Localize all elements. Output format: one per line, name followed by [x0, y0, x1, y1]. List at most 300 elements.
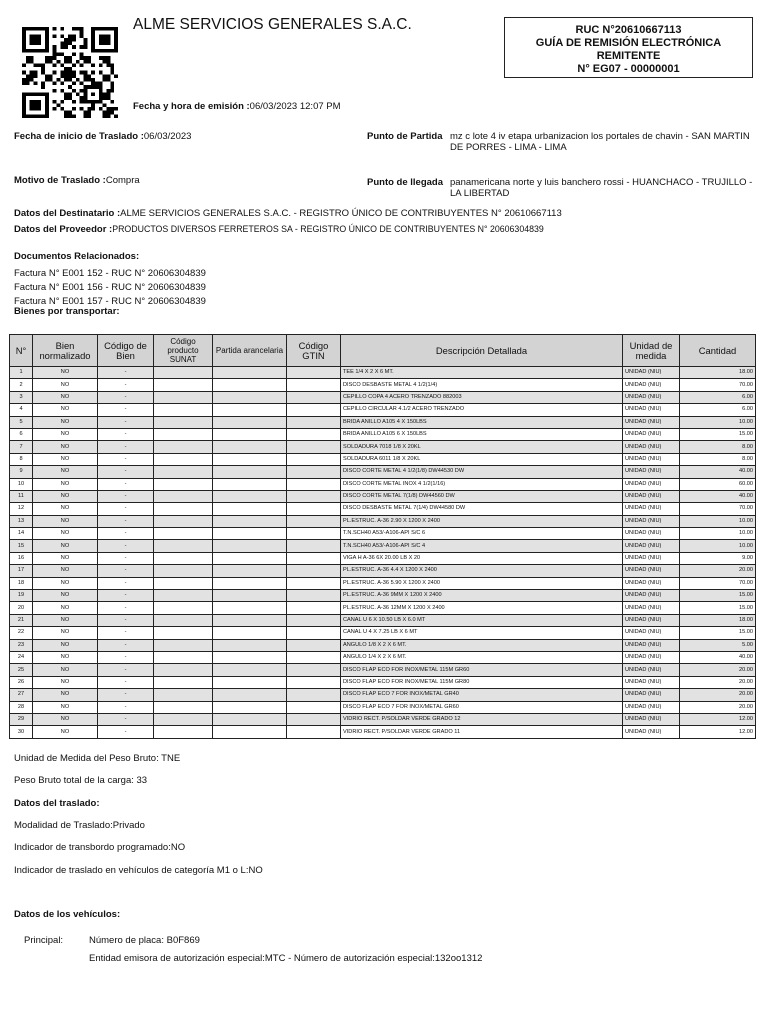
cell-normalizado: NO: [33, 416, 98, 428]
documento-item: Factura N° E001 156 - RUC N° 20606304839: [14, 282, 206, 293]
cell-descripcion: CEPILLO COPA 4 ACERO TRENZADO 882003: [341, 391, 623, 403]
table-row: [10, 590, 756, 602]
cell-codigo-bien: -: [98, 503, 154, 515]
cell-normalizado: NO: [33, 490, 98, 502]
cell-cantidad: 8.00: [680, 453, 756, 465]
cell-partida: [213, 404, 287, 416]
documento-item: Factura N° E001 152 - RUC N° 20606304839: [14, 268, 206, 279]
cell-descripcion: DISCO DESBASTE METAL 4 1/2(1/4): [341, 379, 623, 391]
cell-n: 17: [10, 565, 33, 577]
cell-cantidad: 20.00: [680, 701, 756, 713]
table-row: [10, 416, 756, 428]
cell-descripcion: PL.ESTRUC. A-36 12MM X 1200 X 2400: [341, 602, 623, 614]
ruc-box: [504, 17, 753, 78]
cell-codigo-sunat: [154, 664, 213, 676]
motivo-traslado-value: Compra: [105, 175, 140, 186]
cell-codigo-sunat: [154, 367, 213, 379]
cell-descripcion: PL.ESTRUC. A-36 4.4 X 1200 X 2400: [341, 565, 623, 577]
cell-descripcion: DISCO FLAP ECO 7 FOR INOX/METAL GR40: [341, 689, 623, 701]
cell-n: 10: [10, 478, 33, 490]
cell-unidad: UNIDAD (NIU): [623, 577, 680, 589]
doc-title-line1: GUÍA DE REMISIÓN ELECTRÓNICA: [535, 37, 722, 49]
cell-codigo-bien: -: [98, 590, 154, 602]
bienes-title: Bienes por transportar:: [14, 306, 120, 317]
cell-codigo-sunat: [154, 466, 213, 478]
cell-descripcion: BRIDA ANILLO A105 4 X 150LBS: [341, 416, 623, 428]
cell-codigo-sunat: [154, 416, 213, 428]
cell-gtin: [287, 565, 341, 577]
cell-unidad: UNIDAD (NIU): [623, 602, 680, 614]
cell-partida: [213, 651, 287, 663]
cell-unidad: UNIDAD (NIU): [623, 391, 680, 403]
cell-unidad: UNIDAD (NIU): [623, 552, 680, 564]
cell-descripcion: DISCO FLAP ECO FOR INOX/METAL 115M GR80: [341, 676, 623, 688]
cell-codigo-sunat: [154, 404, 213, 416]
table-row: [10, 676, 756, 688]
cell-n: 13: [10, 515, 33, 527]
cell-n: 15: [10, 540, 33, 552]
table-row: [10, 689, 756, 701]
cell-normalizado: NO: [33, 466, 98, 478]
cell-codigo-sunat: [154, 602, 213, 614]
cell-partida: [213, 391, 287, 403]
cell-partida: [213, 590, 287, 602]
cell-unidad: UNIDAD (NIU): [623, 528, 680, 540]
cell-n: 16: [10, 552, 33, 564]
cell-normalizado: NO: [33, 676, 98, 688]
cell-normalizado: NO: [33, 651, 98, 663]
cell-normalizado: NO: [33, 664, 98, 676]
cell-normalizado: NO: [33, 540, 98, 552]
cell-unidad: UNIDAD (NIU): [623, 614, 680, 626]
cell-cantidad: 6.00: [680, 404, 756, 416]
cell-gtin: [287, 726, 341, 738]
cell-n: 19: [10, 590, 33, 602]
cell-gtin: [287, 466, 341, 478]
doc-title-line2: REMITENTE: [596, 50, 661, 62]
table-row: [10, 391, 756, 403]
cell-gtin: [287, 701, 341, 713]
cell-codigo-sunat: [154, 701, 213, 713]
cell-descripcion: SOLDADURA 6011 1/8 X 20KL: [341, 453, 623, 465]
cell-normalizado: NO: [33, 713, 98, 725]
cell-codigo-bien: -: [98, 689, 154, 701]
cell-partida: [213, 565, 287, 577]
cell-cantidad: 20.00: [680, 676, 756, 688]
cell-unidad: UNIDAD (NIU): [623, 416, 680, 428]
cell-codigo-bien: -: [98, 664, 154, 676]
cell-codigo-bien: -: [98, 565, 154, 577]
principal-label: Principal:: [24, 935, 64, 946]
cell-codigo-bien: -: [98, 602, 154, 614]
cell-normalizado: NO: [33, 590, 98, 602]
cell-gtin: [287, 651, 341, 663]
cell-n: 4: [10, 404, 33, 416]
table-row: [10, 565, 756, 577]
cell-descripcion: VIDRIO RECT. P/SOLDAR VERDE GRADO 12: [341, 713, 623, 725]
cell-unidad: UNIDAD (NIU): [623, 441, 680, 453]
cell-unidad: UNIDAD (NIU): [623, 627, 680, 639]
cell-cantidad: 15.00: [680, 627, 756, 639]
modalidad-traslado: Modalidad de Traslado:Privado: [14, 820, 145, 831]
cell-gtin: [287, 428, 341, 440]
cell-gtin: [287, 664, 341, 676]
col-header-descripcion: Descripción Detallada: [341, 335, 623, 367]
cell-unidad: UNIDAD (NIU): [623, 726, 680, 738]
cell-cantidad: 12.00: [680, 713, 756, 725]
cell-gtin: [287, 490, 341, 502]
cell-n: 5: [10, 416, 33, 428]
cell-normalizado: NO: [33, 441, 98, 453]
cell-partida: [213, 577, 287, 589]
cell-codigo-bien: -: [98, 726, 154, 738]
table-row: [10, 651, 756, 663]
cell-descripcion: DISCO CORTE METAL INOX 4 1/2(1/16): [341, 478, 623, 490]
cell-normalizado: NO: [33, 614, 98, 626]
cell-normalizado: NO: [33, 391, 98, 403]
datos-vehiculos-title: Datos de los vehículos:: [14, 909, 121, 920]
cell-codigo-bien: -: [98, 428, 154, 440]
table-row: [10, 602, 756, 614]
cell-codigo-bien: -: [98, 528, 154, 540]
documento-item: Factura N° E001 157 - RUC N° 20606304839: [14, 296, 206, 307]
cell-n: 26: [10, 676, 33, 688]
cell-partida: [213, 515, 287, 527]
indicador-categoria: Indicador de traslado en vehículos de categoría M1 o L:NO: [14, 865, 263, 876]
cell-normalizado: NO: [33, 453, 98, 465]
cell-descripcion: SOLDADURA 7018 1/8 X 20KL: [341, 441, 623, 453]
cell-codigo-sunat: [154, 552, 213, 564]
cell-unidad: UNIDAD (NIU): [623, 676, 680, 688]
cell-unidad: UNIDAD (NIU): [623, 701, 680, 713]
cell-unidad: UNIDAD (NIU): [623, 367, 680, 379]
inicio-traslado-value: 06/03/2023: [143, 131, 192, 142]
cell-descripcion: T.N.SCH40 A53/-A106-API S/C 6: [341, 528, 623, 540]
cell-normalizado: NO: [33, 478, 98, 490]
cell-cantidad: 10.00: [680, 515, 756, 527]
cell-codigo-sunat: [154, 478, 213, 490]
cell-codigo-bien: -: [98, 379, 154, 391]
cell-gtin: [287, 515, 341, 527]
cell-descripcion: ANGULO 1/4 X 2 X 6 MT.: [341, 651, 623, 663]
cell-unidad: UNIDAD (NIU): [623, 689, 680, 701]
doc-number: N° EG07 - 00000001: [577, 63, 680, 75]
cell-cantidad: 5.00: [680, 639, 756, 651]
cell-codigo-sunat: [154, 503, 213, 515]
emission-datetime: [133, 101, 341, 112]
cell-n: 6: [10, 428, 33, 440]
cell-normalizado: NO: [33, 726, 98, 738]
cell-normalizado: NO: [33, 627, 98, 639]
cell-partida: [213, 701, 287, 713]
cell-partida: [213, 639, 287, 651]
cell-codigo-sunat: [154, 639, 213, 651]
cell-partida: [213, 478, 287, 490]
cell-normalizado: NO: [33, 503, 98, 515]
cell-normalizado: NO: [33, 404, 98, 416]
punto-llegada-value: panamericana norte y luis banchero rossi - HUANCHACO - TRUJILLO - LA LIBERTAD: [450, 177, 753, 199]
proveedor: [14, 224, 754, 235]
cell-codigo-bien: -: [98, 676, 154, 688]
table-row: [10, 627, 756, 639]
cell-cantidad: 15.00: [680, 590, 756, 602]
cell-codigo-bien: -: [98, 651, 154, 663]
inicio-traslado-label: Fecha de inicio de Traslado :: [14, 131, 144, 142]
cell-partida: [213, 540, 287, 552]
cell-cantidad: 20.00: [680, 689, 756, 701]
cell-codigo-bien: -: [98, 441, 154, 453]
cell-cantidad: 10.00: [680, 416, 756, 428]
cell-descripcion: DISCO CORTE METAL 4 1/2(1/8) DW44530 DW: [341, 466, 623, 478]
cell-unidad: UNIDAD (NIU): [623, 540, 680, 552]
cell-n: 29: [10, 713, 33, 725]
cell-cantidad: 12.00: [680, 726, 756, 738]
cell-partida: [213, 503, 287, 515]
table-row: [10, 664, 756, 676]
cell-gtin: [287, 367, 341, 379]
motivo-traslado-label: Motivo de Traslado :: [14, 175, 106, 186]
cell-codigo-sunat: [154, 453, 213, 465]
emission-value: 06/03/2023 12:07 PM: [249, 101, 341, 112]
table-row: [10, 577, 756, 589]
cell-normalizado: NO: [33, 515, 98, 527]
cell-normalizado: NO: [33, 577, 98, 589]
cell-cantidad: 18.00: [680, 367, 756, 379]
cell-n: 9: [10, 466, 33, 478]
cell-codigo-sunat: [154, 726, 213, 738]
cell-gtin: [287, 577, 341, 589]
punto-partida-value: mz c lote 4 iv etapa urbanizacion los portales de chavin - SAN MARTIN DE PORRES - LIMA - LIMA: [450, 131, 750, 153]
table-row: [10, 528, 756, 540]
cell-gtin: [287, 627, 341, 639]
cell-cantidad: 60.00: [680, 478, 756, 490]
cell-gtin: [287, 379, 341, 391]
cell-descripcion: DISCO FLAP ECO FOR INOX/METAL 115M GR60: [341, 664, 623, 676]
cell-unidad: UNIDAD (NIU): [623, 478, 680, 490]
cell-partida: [213, 664, 287, 676]
cell-partida: [213, 676, 287, 688]
cell-descripcion: ANGULO 1/8 X 2 X 6 MT.: [341, 639, 623, 651]
cell-codigo-sunat: [154, 515, 213, 527]
cell-cantidad: 20.00: [680, 664, 756, 676]
cell-descripcion: CANAL U 4 X 7.25 LB X 6 MT: [341, 627, 623, 639]
table-row: [10, 428, 756, 440]
cell-partida: [213, 528, 287, 540]
cell-partida: [213, 416, 287, 428]
cell-cantidad: 70.00: [680, 577, 756, 589]
cell-codigo-bien: -: [98, 466, 154, 478]
cell-cantidad: 40.00: [680, 466, 756, 478]
cell-cantidad: 15.00: [680, 428, 756, 440]
col-header-normalizado: Bien normalizado: [33, 335, 98, 367]
indicador-transbordo: Indicador de transbordo programado:NO: [14, 842, 186, 853]
cell-unidad: UNIDAD (NIU): [623, 664, 680, 676]
col-header-codigo-sunat: Código producto SUNAT: [154, 335, 213, 367]
cell-gtin: [287, 602, 341, 614]
table-row: [10, 367, 756, 379]
cell-normalizado: NO: [33, 528, 98, 540]
cell-descripcion: TEE 1/4 X 2 X 6 MT.: [341, 367, 623, 379]
cell-codigo-sunat: [154, 391, 213, 403]
cell-cantidad: 15.00: [680, 602, 756, 614]
cell-descripcion: PL.ESTRUC. A-36 2.90 X 1200 X 2400: [341, 515, 623, 527]
cell-normalizado: NO: [33, 552, 98, 564]
cell-partida: [213, 627, 287, 639]
table-row: [10, 453, 756, 465]
cell-descripcion: T.N.SCH40 A53/-A106-API S/C 4: [341, 540, 623, 552]
cell-unidad: UNIDAD (NIU): [623, 379, 680, 391]
cell-gtin: [287, 528, 341, 540]
company-name: ALME SERVICIOS GENERALES S.A.C.: [133, 16, 412, 33]
cell-n: 20: [10, 602, 33, 614]
cell-normalizado: NO: [33, 379, 98, 391]
cell-unidad: UNIDAD (NIU): [623, 565, 680, 577]
cell-n: 7: [10, 441, 33, 453]
cell-codigo-sunat: [154, 590, 213, 602]
cell-codigo-sunat: [154, 627, 213, 639]
cell-descripcion: VIGA H A-36 6X 20.00 LB X 20: [341, 552, 623, 564]
table-row: [10, 614, 756, 626]
cell-cantidad: 10.00: [680, 540, 756, 552]
cell-n: 8: [10, 453, 33, 465]
cell-codigo-sunat: [154, 540, 213, 552]
cell-codigo-bien: -: [98, 515, 154, 527]
cell-gtin: [287, 441, 341, 453]
cell-descripcion: BRIDA ANILLO A105 6 X 150LBS: [341, 428, 623, 440]
cell-n: 24: [10, 651, 33, 663]
punto-partida-label: Punto de Partida: [367, 131, 443, 142]
cell-normalizado: NO: [33, 639, 98, 651]
col-header-n: N°: [10, 335, 33, 367]
cell-descripcion: DISCO FLAP ECO 7 FOR INOX/METAL GR60: [341, 701, 623, 713]
cell-partida: [213, 367, 287, 379]
table-row: [10, 552, 756, 564]
cell-codigo-sunat: [154, 577, 213, 589]
cell-n: 14: [10, 528, 33, 540]
cell-partida: [213, 466, 287, 478]
table-body: [10, 367, 756, 739]
cell-cantidad: 40.00: [680, 490, 756, 502]
cell-n: 22: [10, 627, 33, 639]
cell-partida: [213, 441, 287, 453]
cell-n: 30: [10, 726, 33, 738]
cell-codigo-bien: -: [98, 627, 154, 639]
autorizacion-especial: Entidad emisora de autorización especial:MTC - Número de autorización especial:132oo1312: [89, 953, 483, 964]
cell-codigo-bien: -: [98, 404, 154, 416]
cell-cantidad: 20.00: [680, 565, 756, 577]
cell-partida: [213, 428, 287, 440]
destinatario-label: Datos del Destinatario :: [14, 208, 121, 219]
cell-gtin: [287, 676, 341, 688]
destinatario-value: ALME SERVICIOS GENERALES S.A.C. - REGISTRO ÚNICO DE CONTRIBUYENTES N° 20610667113: [120, 208, 562, 219]
cell-unidad: UNIDAD (NIU): [623, 490, 680, 502]
proveedor-label: Datos del Proveedor :: [14, 224, 113, 235]
cell-codigo-bien: -: [98, 577, 154, 589]
cell-partida: [213, 453, 287, 465]
cell-n: 11: [10, 490, 33, 502]
cell-n: 18: [10, 577, 33, 589]
cell-cantidad: 10.00: [680, 528, 756, 540]
proveedor-value: PRODUCTOS DIVERSOS FERRETEROS SA - REGISTRO ÚNICO DE CONTRIBUYENTES N° 20606304839: [112, 224, 544, 234]
peso-total: Peso Bruto total de la carga: 33: [14, 775, 148, 786]
table-row: [10, 713, 756, 725]
cell-codigo-sunat: [154, 651, 213, 663]
cell-codigo-sunat: [154, 565, 213, 577]
destinatario: [14, 208, 754, 219]
cell-cantidad: 40.00: [680, 651, 756, 663]
cell-cantidad: 70.00: [680, 503, 756, 515]
motivo-traslado: [14, 175, 140, 186]
punto-llegada-label: Punto de llegada: [367, 177, 444, 188]
cell-unidad: UNIDAD (NIU): [623, 515, 680, 527]
cell-codigo-sunat: [154, 689, 213, 701]
documentos-relacionados: [14, 250, 206, 309]
col-header-gtin: Código GTIN: [287, 335, 341, 367]
table-row: [10, 478, 756, 490]
inicio-traslado: [14, 131, 191, 142]
numero-placa: Número de placa: B0F869: [89, 935, 200, 946]
cell-gtin: [287, 689, 341, 701]
cell-unidad: UNIDAD (NIU): [623, 713, 680, 725]
cell-codigo-bien: -: [98, 490, 154, 502]
cell-gtin: [287, 590, 341, 602]
cell-gtin: [287, 391, 341, 403]
cell-codigo-bien: -: [98, 416, 154, 428]
bienes-table: [9, 334, 756, 739]
cell-gtin: [287, 540, 341, 552]
cell-gtin: [287, 639, 341, 651]
table-row: [10, 466, 756, 478]
cell-cantidad: 70.00: [680, 379, 756, 391]
cell-cantidad: 9.00: [680, 552, 756, 564]
cell-codigo-bien: -: [98, 701, 154, 713]
table-row: [10, 701, 756, 713]
cell-descripcion: DISCO DESBASTE METAL 7(1/4) DW44580 DW: [341, 503, 623, 515]
cell-codigo-bien: -: [98, 713, 154, 725]
cell-unidad: UNIDAD (NIU): [623, 639, 680, 651]
cell-descripcion: VIDRIO RECT. P/SOLDAR VERDE GRADO 11: [341, 726, 623, 738]
unidad-peso: Unidad de Medida del Peso Bruto: TNE: [14, 753, 181, 764]
cell-normalizado: NO: [33, 701, 98, 713]
col-header-unidad: Unidad de medida: [623, 335, 680, 367]
cell-partida: [213, 726, 287, 738]
cell-n: 21: [10, 614, 33, 626]
cell-gtin: [287, 503, 341, 515]
cell-partida: [213, 552, 287, 564]
emission-label: Fecha y hora de emisión :: [133, 101, 250, 112]
cell-n: 1: [10, 367, 33, 379]
cell-codigo-sunat: [154, 428, 213, 440]
cell-codigo-sunat: [154, 528, 213, 540]
cell-codigo-bien: -: [98, 552, 154, 564]
table-row: [10, 639, 756, 651]
cell-partida: [213, 490, 287, 502]
cell-gtin: [287, 713, 341, 725]
cell-gtin: [287, 404, 341, 416]
cell-gtin: [287, 614, 341, 626]
table-row: [10, 441, 756, 453]
cell-cantidad: 18.00: [680, 614, 756, 626]
table-row: [10, 379, 756, 391]
table-row: [10, 503, 756, 515]
table-row: [10, 726, 756, 738]
cell-normalizado: NO: [33, 367, 98, 379]
cell-normalizado: NO: [33, 689, 98, 701]
cell-normalizado: NO: [33, 428, 98, 440]
table-row: [10, 490, 756, 502]
cell-descripcion: CEPILLO CIRCULAR 4.1/2 ACERO TRENZADO: [341, 404, 623, 416]
cell-cantidad: 6.00: [680, 391, 756, 403]
